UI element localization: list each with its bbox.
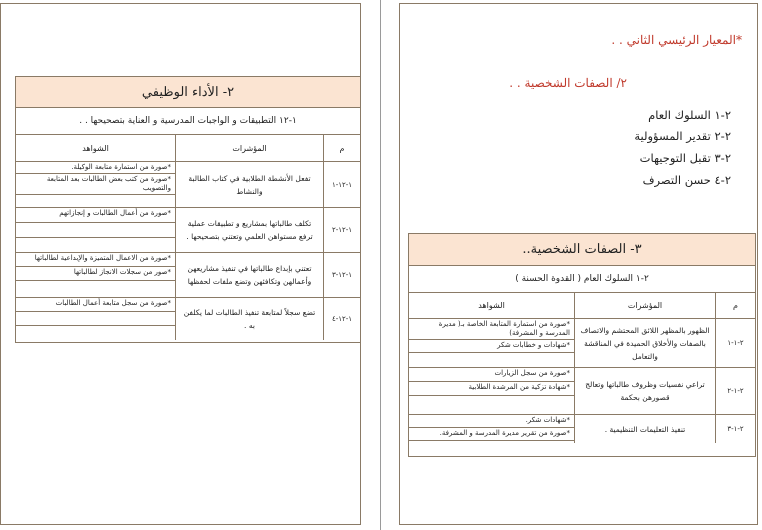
evidence-line: *صورة من استمارة متابعة الوكيلة. xyxy=(16,162,175,174)
traits-table-header xyxy=(409,293,755,319)
traits-table-title: ٣- الصفات الشخصية.. xyxy=(409,234,755,266)
evidence-line: *صورة من استمارة المتابعة الخاصة بـ( مديرة المدرسة و المشرفة) xyxy=(409,319,574,340)
evidence-line xyxy=(16,312,175,326)
evidence-line xyxy=(409,353,574,367)
header-num: م xyxy=(323,135,360,161)
row-num: ١-١٢-٤ xyxy=(323,298,360,340)
evidence-line: *صورة من سجل متابعة أعمال الطالبات xyxy=(16,298,175,312)
row-evidence xyxy=(16,162,175,207)
traits-table-subtitle: ٢-١ السلوك العام ( القدوة الحسنة ) xyxy=(409,266,755,293)
evidence-line xyxy=(16,281,175,297)
list-item: ٢-٤ حسن التصرف xyxy=(642,173,731,187)
list-item: ٢-٢ تقدير المسؤولية xyxy=(634,129,731,143)
main-heading: *المعيار الرئيسي الثاني . . xyxy=(611,33,742,47)
row-num: ١-١٢-١ xyxy=(323,162,360,207)
header-indicators: المؤشرات xyxy=(574,293,715,318)
evidence-line: *صورة من سجل الزيارات xyxy=(409,368,574,382)
evidence-line xyxy=(16,223,175,238)
row-num: ٢-١-٣ xyxy=(715,415,755,443)
evidence-line xyxy=(16,326,175,340)
page-divider xyxy=(380,0,381,530)
row-indicator: تعتني بإبداع طالباتها في تنفيذ مشاريعهن وأعمالهن وتكافئهن وتضع ملفات لحفظها xyxy=(175,253,323,297)
evidence-line: *شهادة تزكية من المرشدة الطلابية xyxy=(409,382,574,396)
evidence-line xyxy=(409,396,574,414)
evidence-line xyxy=(16,195,175,207)
performance-table xyxy=(15,76,361,343)
performance-table-header xyxy=(16,135,360,162)
row-evidence xyxy=(409,415,574,443)
header-indicators: المؤشرات xyxy=(175,135,323,161)
section-heading: ٢/ الصفات الشخصية . . xyxy=(509,76,627,90)
performance-table-subtitle: ١-١٢ التطبيقات و الواجبات المدرسية و العناية بتصحيحها . . xyxy=(16,108,360,135)
evidence-line: *صورة من أعمال الطالبات و إنجازاتهم xyxy=(16,208,175,223)
row-num: ١-١٢-٣ xyxy=(323,253,360,297)
row-indicator: تراعي نفسيات وظروف طالباتها وتعالج قصورهن بحكمة xyxy=(574,368,715,414)
evidence-line: *شهادات شكر. xyxy=(409,415,574,428)
evidence-line: *صورة من كتب بعض الطالبات بعد المتابعة والتصويب xyxy=(16,174,175,195)
evidence-line: *صور من سجلات الانجاز لطالباتها xyxy=(16,267,175,281)
row-indicator: تكلف طالباتها بمشاريع و تطبيقات عملية ترفع مستواهن العلمي وتعتني بتصحيحها . xyxy=(175,208,323,252)
performance-table-title: ٢- الأداء الوظيفي xyxy=(16,77,360,108)
evidence-line xyxy=(16,238,175,252)
row-evidence xyxy=(16,253,175,297)
row-num: ١-١٢-٢ xyxy=(323,208,360,252)
row-num: ٢-١-٢ xyxy=(715,368,755,414)
table-row xyxy=(409,415,755,443)
table-row xyxy=(16,208,360,253)
personal-traits-table xyxy=(408,233,756,457)
row-indicator: تنفيذ التعليمات التنظيمية . xyxy=(574,415,715,443)
row-indicator: الظهور بالمظهر اللائق المحتشم والاتصاف بالصفات والأخلاق الحميدة في المناقشة والتعامل xyxy=(574,319,715,367)
row-evidence xyxy=(16,208,175,252)
table-row xyxy=(409,319,755,368)
evidence-line: *صورة من تقرير مديرة المدرسة و المشرفة. xyxy=(409,428,574,441)
list-item: ٢-١ السلوك العام xyxy=(648,108,731,122)
header-num: م xyxy=(715,293,755,318)
table-row xyxy=(409,368,755,415)
row-num: ٢-١-١ xyxy=(715,319,755,367)
row-evidence xyxy=(16,298,175,340)
table-row xyxy=(16,253,360,298)
header-evidence: الشواهد xyxy=(82,143,109,153)
header-evidence: الشواهد xyxy=(478,301,505,310)
evidence-line: *صورة من الاعمال المتميزة والإبداعية لطالباتها xyxy=(16,253,175,267)
table-row xyxy=(16,298,360,340)
row-indicator: تفعل الأنشطة الطلابية في كتاب الطالبة والنشاط xyxy=(175,162,323,207)
list-item: ٢-٣ تقبل التوجيهات xyxy=(639,151,731,165)
table-row xyxy=(16,162,360,208)
evidence-line xyxy=(409,441,574,443)
row-evidence xyxy=(409,368,574,414)
row-evidence xyxy=(409,319,574,367)
evidence-line: *شهادات و خطابات شكر xyxy=(409,340,574,353)
row-indicator: تضع سجلاً لمتابعة تنفيذ الطالبات لما يكلفن به . xyxy=(175,298,323,340)
